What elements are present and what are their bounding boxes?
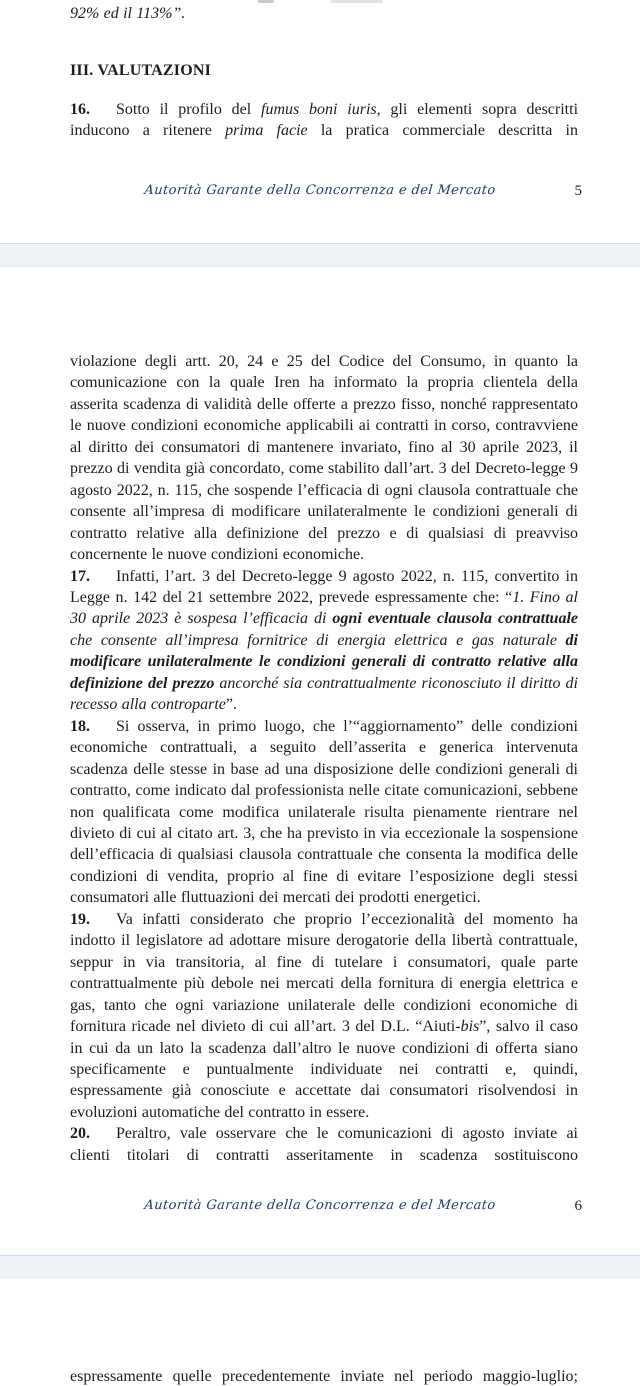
- section-heading-valutazioni: III. VALUTAZIONI: [70, 62, 212, 79]
- page-number-5: 5: [574, 183, 582, 199]
- paragraph-fragment-quote: 92% ed il 113%”.: [70, 5, 186, 22]
- paragraph-20: 20. Peraltro, vale osservare che le comunicazioni di agosto inviate ai clienti titolari di contratti asseritamente in scadenza sostituiscono: [70, 1125, 578, 1164]
- paragraph-16-continued: violazione degli artt. 20, 24 e 25 del Codice del Consumo, in quanto la comunicazione con la quale Iren ha informato la propria clientela della asserita scadenza di validità delle offerte a prezzo fisso, nonché rappresentato le nuove condizioni economiche applicabili ai contratti in corso, contravviene al diritto dei consumatori di mantenere invariato, fino al 30 aprile 2023, il prezzo di vendita già concordato, come stabilito dall’art. 3 del Decreto-legge 9 agosto 2022, n. 115, che sospende l’efficacia di ogni clausola contrattuale che consente all’impresa di modificare unilateralmente le condizioni generali di contratto relative alla definizione del prezzo e di qualsiasi di preavviso concernente le nuove condizioni economiche.: [70, 353, 578, 564]
- paragraph-19: 19. Va infatti considerato che proprio l’eccezionalità del momento ha indotto il legislatore ad adottare misure derogatorie della libertà contrattuale, seppur in via transitoria, al fine di tutelare i consumatori, quale parte contrattualmente più debole nei mercati della fornitura di energia elettrica e gas, tanto che ogni variazione unilaterale delle condizioni economiche di fornitura ricade nel divieto di cui all’art. 3 del D.L. “Aiuti-bis”, salvo il caso in cui da un lato la scadenza dall’altro le nuove condizioni di offerta siano specificamente e puntualmente individuate nei contratti e, quindi, espressamente già conosciute e accettate dai consumatori risolvendosi in evoluzioni automatiche del contratto in essere.: [70, 910, 579, 1121]
- page-number-6: 6: [574, 1198, 582, 1214]
- paragraph-17: 17. Infatti, l’art. 3 del Decreto-legge 9 agosto 2022, n. 115, convertito in Legge n. 142 del 21 settembre 2022, prevede espressamente che: “1. Fino al 30 aprile 2023 è sospesa l’efficacia di ogni eventuale clausola contrattuale che consente all’impresa fornitrice di energia elettrica e gas naturale di modificare unilateralmente le condizioni generali di contratto relative alla definizione del prezzo ancorché sia contrattualmente riconosciuto il diritto di recesso alla controparte”.: [70, 567, 579, 714]
- authority-footer-text: Autorità Garante della Concorrenza e del Mercato: [143, 1198, 497, 1213]
- page-separator: [0, 1255, 640, 1278]
- paragraph-fragment-continuation: espressamente quelle precedentemente inviate nel periodo maggio-luglio;: [70, 1368, 578, 1385]
- page-5-footer: [0, 183, 640, 203]
- paragraph-18: 18. Si osserva, in primo luogo, che l’“aggiornamento” delle condizioni economiche contrattuali, a seguito dell’asserita e generica intervenuta scadenza delle stesse in base ad una disposizione delle condizioni generali di contratto, come indicato dal professionista nelle citate comunicazioni, sebbene non qualificata come modifica unilaterale risulta pienamente rientrare nel divieto di cui al citato art. 3, che ha previsto in via eccezionale la sospensione dell’efficacia di qualsiasi clausola contrattuale che consenta la modifica delle condizioni di vendita, proprio al fine di evitare l’esposizione degli stessi consumatori alle fluttuazioni dei mercati dei prodotti energetici.: [70, 717, 578, 907]
- page-6-footer: [0, 1198, 640, 1218]
- authority-footer-text: Autorità Garante della Concorrenza e del Mercato: [143, 183, 497, 198]
- paragraph-16: 16. Sotto il profilo del fumus boni iuris, gli elementi sopra descritti inducono a ritenere prima facie la pratica commerciale descritta in: [70, 101, 579, 140]
- page-separator: [0, 243, 640, 267]
- page-6-text-column: [70, 351, 578, 1166]
